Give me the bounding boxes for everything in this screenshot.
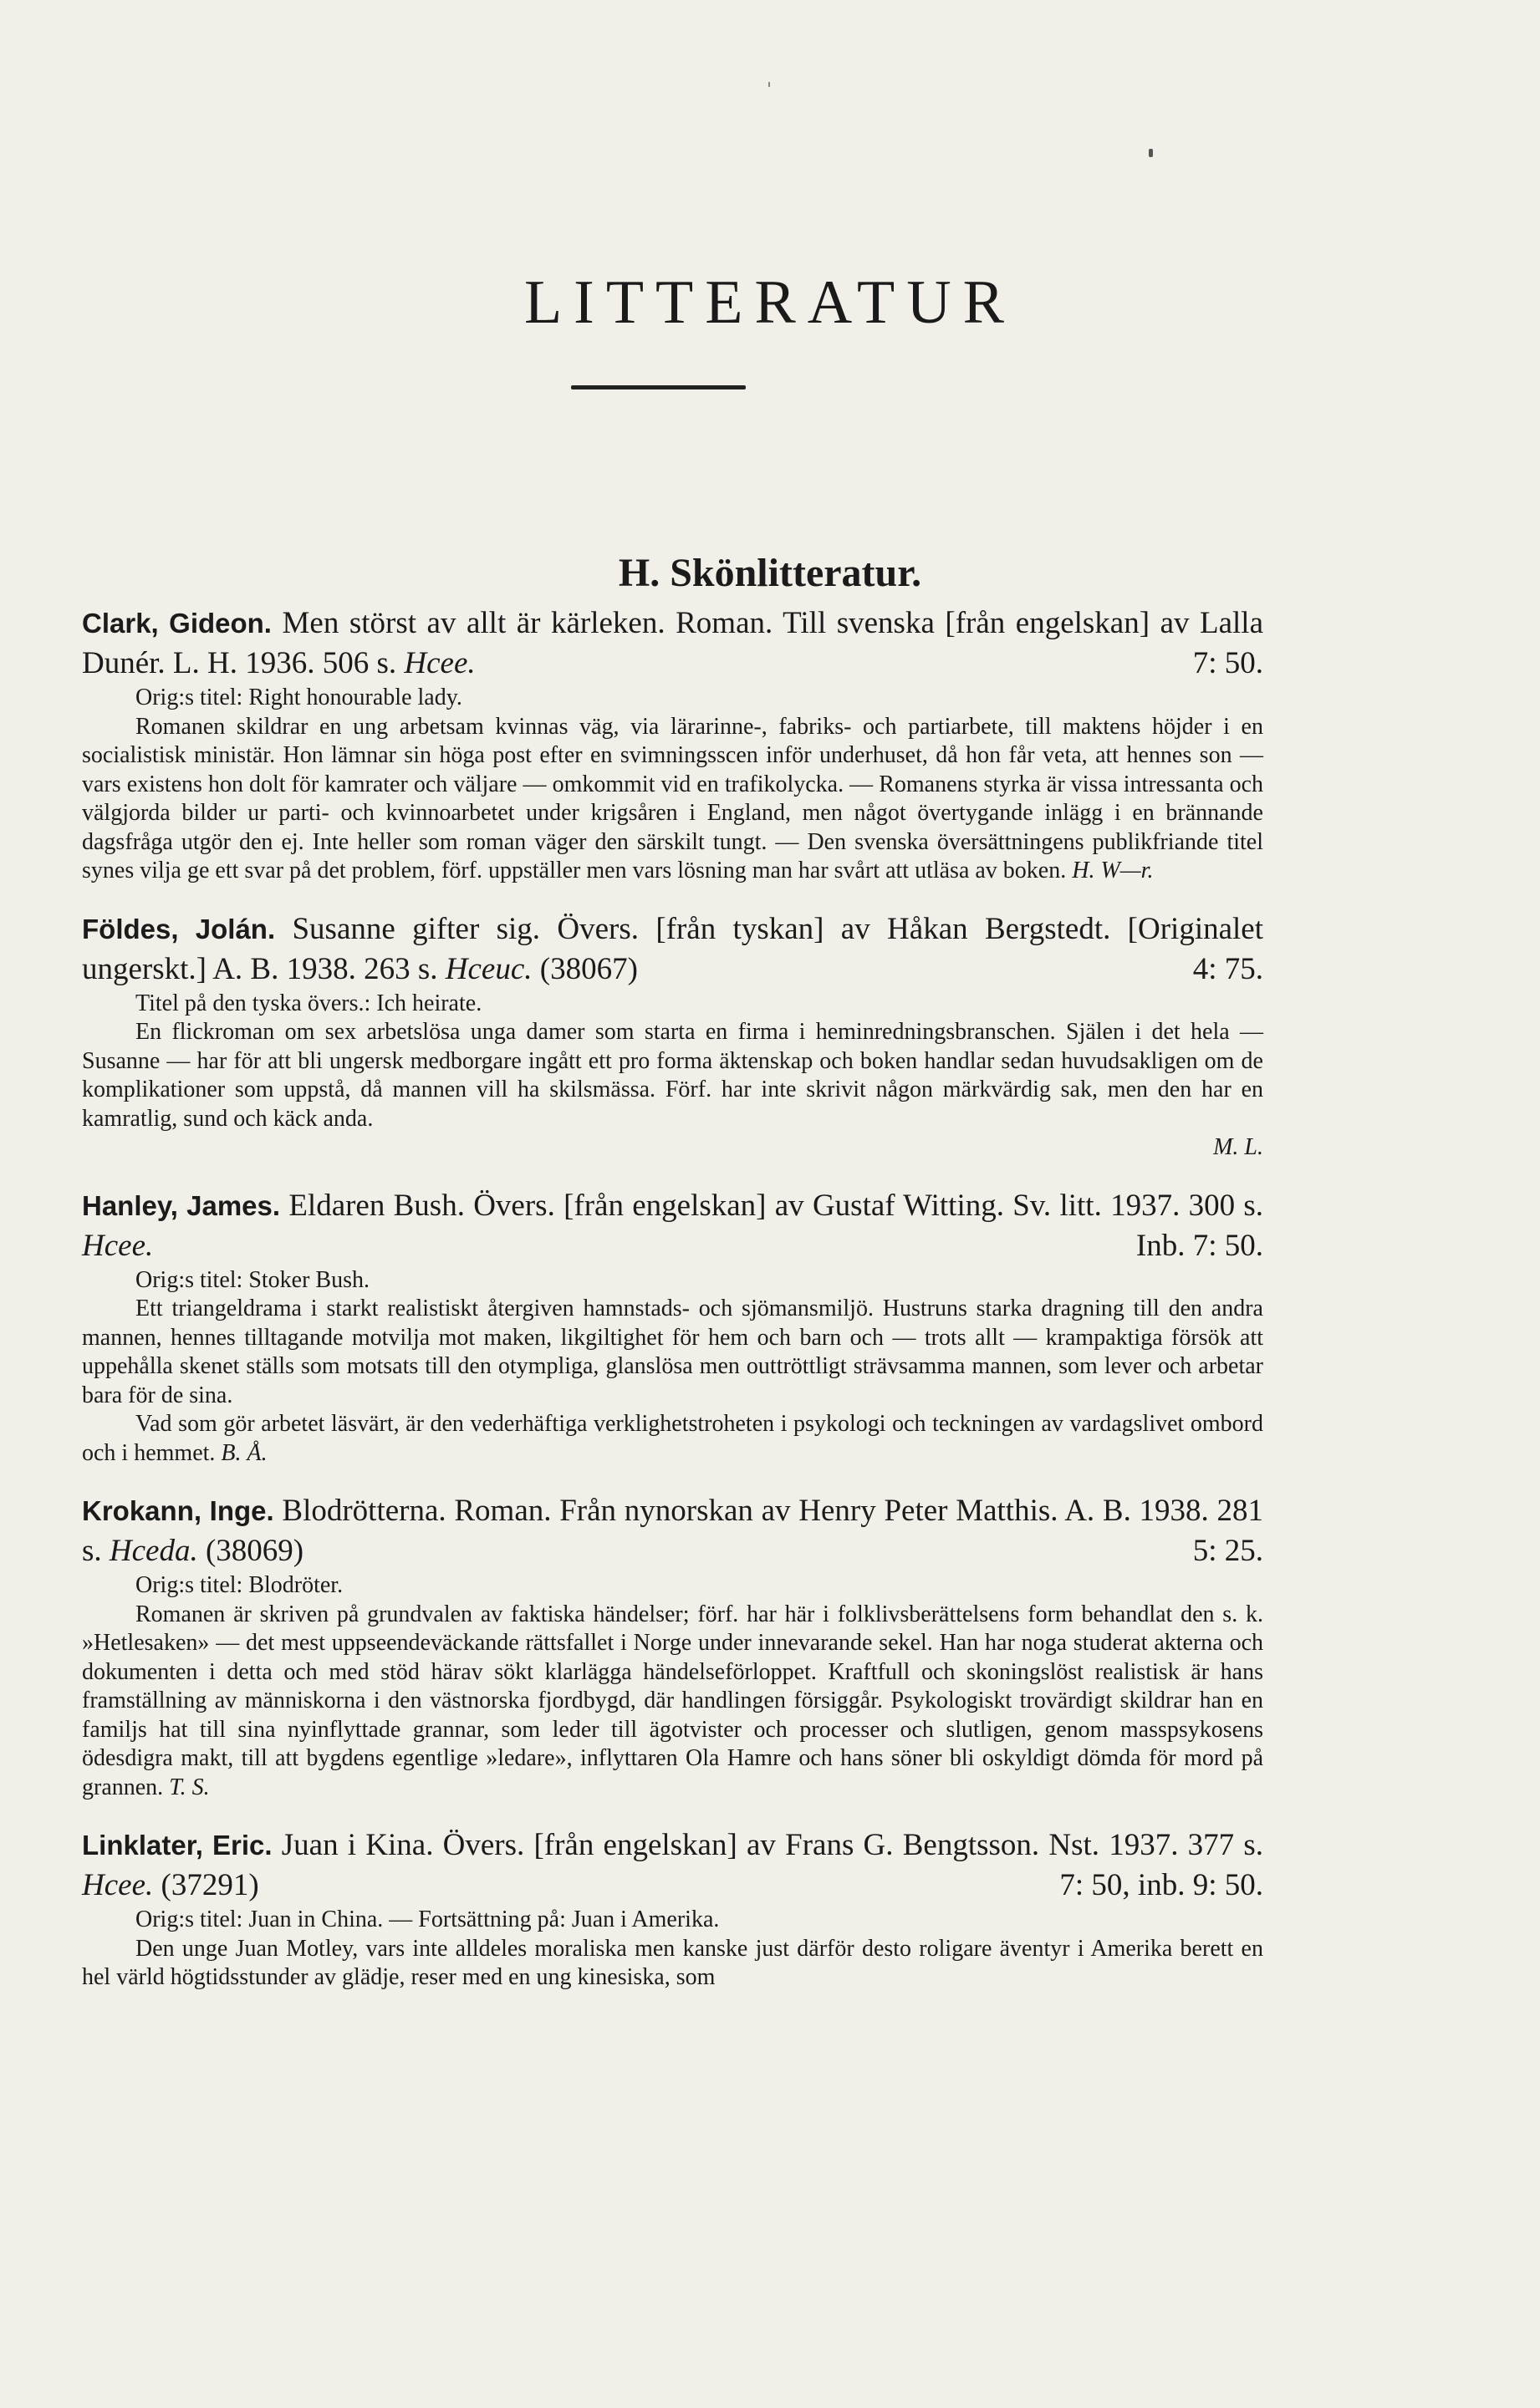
- entry-krokann: [82, 1491, 1263, 1802]
- entry-author: Hanley, James.: [82, 1189, 281, 1221]
- entry-title: Men störst av allt är kärleken. Roman. Till svenska [från engelskan] av Lalla Dunér. L. H. 1936. 506 s.: [82, 606, 1264, 680]
- entry-review: Den unge Juan Motley, vars inte alldeles moraliska men kanske just därför desto roligare äventyr i Amerika berett en hel värld högtidsstunder av glädje, reser med en ung kinesiska, som: [82, 1935, 1263, 1990]
- entry-orig-title: Orig:s titel: Juan in China. — Fortsättning på: Juan i Amerika.: [135, 1907, 720, 1932]
- entry-head: [82, 1186, 1263, 1266]
- entry-orig-title: Orig:s titel: Right honourable lady.: [135, 685, 462, 710]
- entry-clark: [82, 603, 1263, 886]
- entry-review: [82, 713, 1263, 886]
- entry-number: (38067): [539, 951, 638, 986]
- entry-review-text: Vad som gör arbetet läsvärt, är den vederhäftiga verklighetstroheten i psykologi och teckningen av vardagslivet ombord och i hemmet.: [82, 1411, 1263, 1466]
- entry-signature: T. S.: [169, 1774, 210, 1800]
- entry-head: [82, 1491, 1263, 1571]
- entry-price: 7: 50.: [1192, 646, 1263, 680]
- page-title: LITTERATUR: [523, 268, 1017, 337]
- entry-title: Susanne gifter sig. Övers. [från tyskan] av Håkan Bergstedt. [Originalet ungerskt.] A. B. 1938. 263 s.: [82, 911, 1264, 986]
- entry-classification: Hcee.: [82, 1868, 154, 1902]
- entry-review: En flickroman om sex arbetslösa unga damer som starta en firma i heminredningsbranschen. Själen i det hela — Susanne — har för att bli ungersk medborgare ingått ett pro forma äktenskap och boken handlar sedan huvudsakligen om de komplikationer som uppstå, då mannen vill ha skilsmässa. Förf. har inte skrivit någon märkvärdig sak, men den har en kamratlig, sund och käck anda.: [82, 1019, 1263, 1132]
- entry-orig-title: Orig:s titel: Stoker Bush.: [135, 1266, 370, 1293]
- entry-price: 7: 50, inb. 9: 50.: [1059, 1868, 1263, 1902]
- entry-signature: B. Å.: [221, 1439, 268, 1466]
- entry-head: [82, 603, 1263, 684]
- entry-signature: M. L.: [1213, 1134, 1263, 1160]
- entry-price: Inb. 7: 50.: [1135, 1228, 1263, 1263]
- entries: [82, 603, 1263, 2016]
- entry-author: Krokann, Inge.: [82, 1495, 274, 1526]
- entry-review-text: Romanen är skriven på grundvalen av faktiska händelser; förf. har här i folklivsberättelsens form behandlat den s. k. »Hetlesaken» — det mest uppseendeväckande rättsfallet i Norge under innevarande sekel. Han har noga studerat akterna och dokumenten i detta och med stöd härav sökt klarlägga händelseförloppet. Kraftfull och skoningslöst realistisk är hans framställning av människorna i den västnorska fjordbygd, där handlingen försiggår. Psykologiskt trovärdigt skildrar han en familjs hat till sina nyinflyttade grannar, som leder till ägotvister och processer och slutligen, genom masspsykosens ödesdigra makt, till att bygdens egentlige »ledare», inflyttaren Ola Hamre och hans söner bli oskyldigt dömda för mord på grannen.: [82, 1601, 1263, 1800]
- entry-classification: Hcee.: [82, 1228, 154, 1263]
- ink-mark: [1149, 149, 1153, 157]
- entry-orig-title: Orig:s titel: Blodröter.: [135, 1572, 344, 1598]
- entry-price: 5: 25.: [1192, 1534, 1263, 1568]
- entry-hanley: [82, 1186, 1263, 1469]
- entry-orig-title: Titel på den tyska övers.: Ich heirate.: [135, 990, 482, 1016]
- entry-head: [82, 909, 1263, 990]
- entry-review: Ett triangeldrama i starkt realistiskt återgiven hamnstads- och sjömansmiljö. Hustruns starka dragning till den andra mannen, hennes tilltagande motvilja mot maken, likgiltighet för hem och barn och — trots allt — krampaktiga försök att uppehålla skenet ställs som motsats till den otympliga, glanslösa men outtröttligt strävsamma mannen, som lever och arbetar bara för de sina.: [82, 1296, 1263, 1408]
- entry-foldes: [82, 909, 1263, 1163]
- entry-review-text: Romanen skildrar en ung arbetsam kvinnas väg, via lärarinne-, fabriks- och partiarbete, till maktens höjder i en socialistisk ministär. Hon lämnar sin höga post efter en svimningsscen inför underhuset, då hon får veta, att hennes son — vars existens hon dolt för kamrater och väljare — omkommit vid en trafikolycka. — Romanens styrka är vissa intressanta och välgjorda bilder ur parti- och kvinnoarbetet under krigsåren i England, men något övertygande inlägg i en brännande dagsfråga utgör den ej. Inte heller som roman väger den särskilt tungt. — Den svenska översättningens publikfriande titel synes vilja ge ett svar på det problem, förf. uppställer men vars lösning man har svårt att utläsa av boken.: [82, 713, 1263, 883]
- entry-title: Juan i Kina. Övers. [från engelskan] av Frans G. Bengtsson. Nst. 1937. 377 s.: [281, 1828, 1263, 1862]
- entry-linklater: [82, 1825, 1263, 1993]
- entry-head: [82, 1825, 1263, 1906]
- entry-author: Clark, Gideon.: [82, 608, 272, 639]
- entry-author: Földes, Jolán.: [82, 913, 276, 944]
- entry-review: [82, 1601, 1263, 1803]
- section-heading: H. Skönlitteratur.: [618, 551, 922, 595]
- entry-review-continued: [82, 1410, 1263, 1468]
- entry-author: Linklater, Eric.: [82, 1830, 273, 1861]
- title-divider: [571, 385, 746, 389]
- entry-price: 4: 75.: [1192, 951, 1263, 986]
- entry-classification: Hceda.: [109, 1534, 198, 1568]
- entry-classification: Hcee.: [404, 646, 476, 680]
- scan-speck: [768, 82, 770, 87]
- entry-title: Eldaren Bush. Övers. [från engelskan] av Gustaf Witting. Sv. litt. 1937. 300 s.: [288, 1188, 1263, 1223]
- entry-classification: Hceuc.: [445, 951, 533, 986]
- entry-signature: H. W—r.: [1072, 858, 1154, 883]
- entry-title: Blodrötterna. Roman. Från nynorskan av Henry Peter Matthis. A. B. 1938. 281 s.: [82, 1494, 1264, 1568]
- entry-number: (37291): [161, 1868, 259, 1902]
- entry-number: (38069): [205, 1534, 304, 1568]
